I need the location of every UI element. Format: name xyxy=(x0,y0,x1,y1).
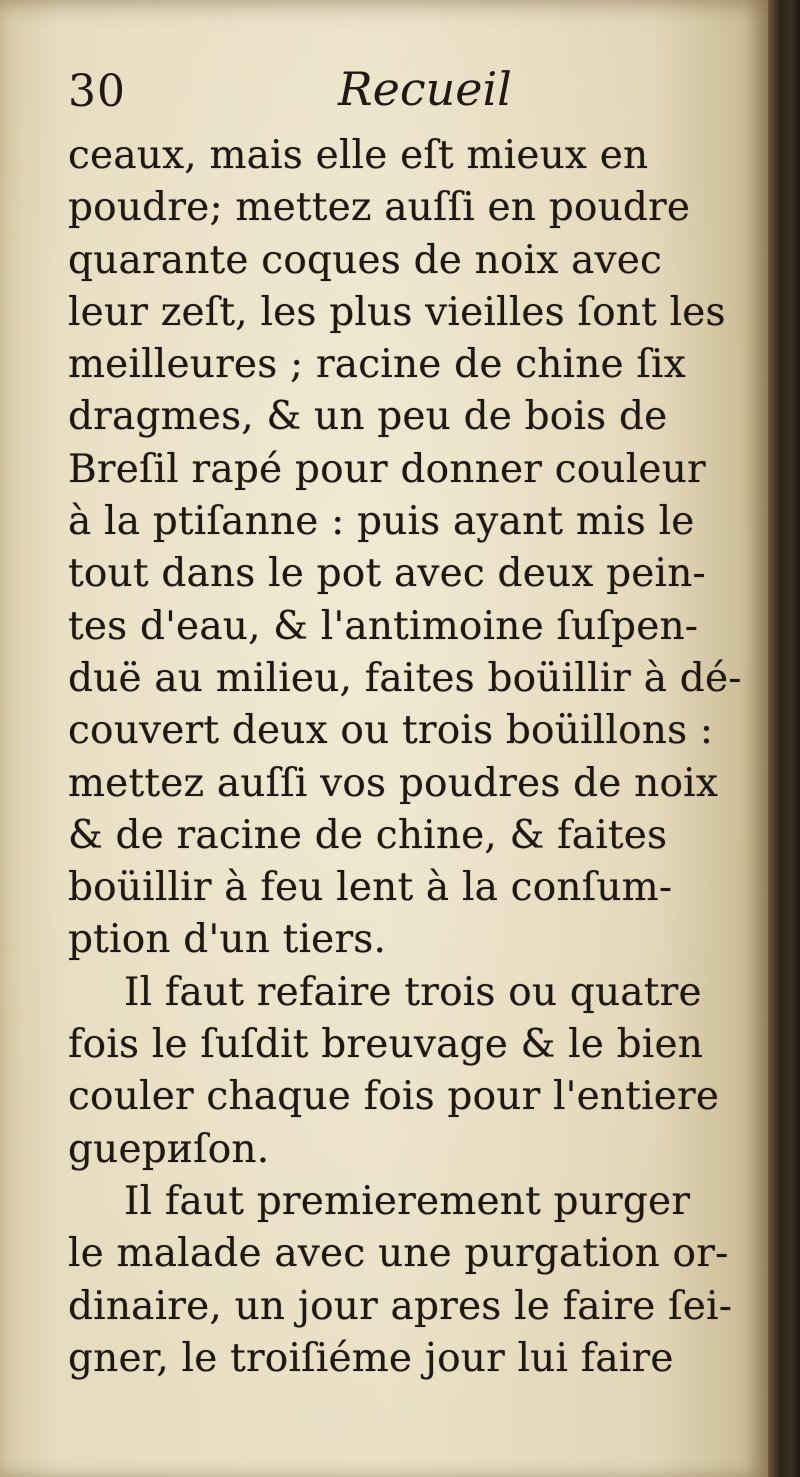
text-line: quarante coques de noix avec xyxy=(68,237,663,283)
text-line: gner, le troiſiéme jour lui faire xyxy=(68,1335,674,1381)
body-text xyxy=(68,130,758,1385)
text-line: Breſil rapé pour donner couleur xyxy=(68,446,706,492)
text-line: leur zeſt, les plus vieilles ſont les xyxy=(68,289,726,335)
text-line: ption d'un tiers. xyxy=(68,917,387,963)
text-line: le malade avec une purgation or- xyxy=(68,1231,729,1277)
text-line: tout dans le pot avec deux pein- xyxy=(68,551,706,597)
text-line: boüillir à feu lent à la conſum- xyxy=(68,865,673,911)
book-gutter xyxy=(768,0,800,1477)
page-number: 30 xyxy=(68,66,126,117)
text-line: meilleures ; racine de chine ſix xyxy=(68,342,686,388)
text-line: duë au milieu, faites boüillir à dé- xyxy=(68,655,742,701)
text-line: à la ptiſanne : puis ayant mis le xyxy=(68,499,695,545)
text-line: mettez auſſi vos poudres de noix xyxy=(68,760,719,806)
text-line: couler chaque fois pour l'entiere xyxy=(68,1074,720,1120)
text-line: couvert deux ou trois boüillons : xyxy=(68,708,714,754)
text-line: guериſon. xyxy=(68,1126,270,1172)
paragraph-start-line: Il faut refaire trois ou quatre xyxy=(124,969,702,1015)
running-title: Recueil xyxy=(338,62,512,116)
text-line: fois le ſuſdit breuvage & le bien xyxy=(68,1022,704,1068)
text-line: tes d'eau, & l'antimoine ſuſpen- xyxy=(68,603,699,649)
text-line: poudre; mettez auſſi en poudre xyxy=(68,185,691,231)
page-header xyxy=(68,62,708,130)
text-line: dragmes, & un peu de bois de xyxy=(68,394,668,440)
text-line: dinaire, un jour apres le faire ſei- xyxy=(68,1283,733,1329)
text-line: ceaux, mais elle eſt mieux en xyxy=(68,133,649,178)
paragraph-start-line: Il faut premierement purger xyxy=(124,1178,691,1224)
text-line: & de racine de chine, & faites xyxy=(68,812,668,858)
